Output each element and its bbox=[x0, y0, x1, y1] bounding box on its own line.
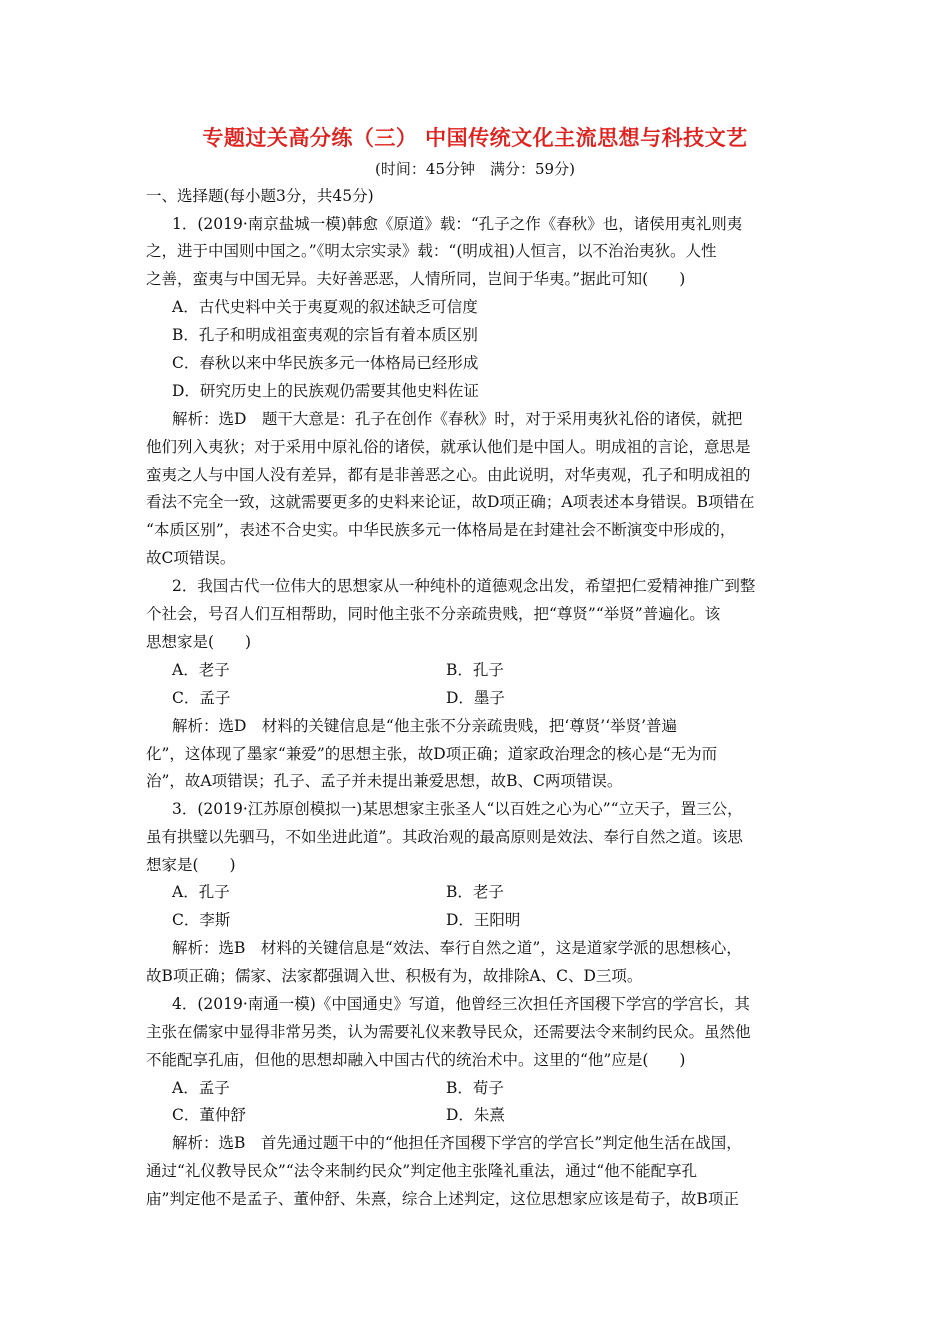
q3-option-c: C．李斯 bbox=[172, 911, 231, 929]
q1-analysis-line: 蛮夷之人与中国人没有差异，都有是非善恶之心。由此说明，对华夷观，孔子和明成祖的 bbox=[146, 466, 751, 484]
time-score-info: (时间：45分钟 满分：59分) bbox=[375, 160, 575, 178]
q3-option-a: A．孔子 bbox=[172, 883, 230, 901]
q2-option-d: D．墨子 bbox=[446, 689, 505, 707]
q1-analysis-line: 看法不完全一致，这就需要更多的史料来论证，故D项正确；A项表述本身错误。B项错在 bbox=[146, 493, 755, 511]
q3-option-d: D．王阳明 bbox=[446, 911, 521, 929]
q2-analysis-line: 治”，故A项错误；孔子、孟子并未提出兼爱思想，故B、C两项错误。 bbox=[146, 772, 623, 790]
q2-analysis-line: 化”，这体现了墨家“兼爱”的思想主张，故D项正确；道家政治理念的核心是“无为而 bbox=[146, 745, 718, 763]
q1-analysis-line: 解析：选D 题干大意是：孔子在创作《春秋》时，对于采用夷狄礼俗的诸侯，就把 bbox=[172, 410, 743, 428]
q3-stem-line: 想家是( ) bbox=[146, 856, 236, 874]
q2-stem-line: 个社会，号召人们互相帮助，同时他主张不分亲疏贵贱，把“尊贤”“举贤”普遍化。该 bbox=[146, 605, 721, 623]
q1-analysis-line: 故C项错误。 bbox=[146, 549, 236, 567]
q4-option-c: C．董仲舒 bbox=[172, 1106, 246, 1124]
q4-stem-line: 4．(2019·南通一模)《中国通史》写道，他曾经三次担任齐国稷下学宫的学宫长，其 bbox=[172, 995, 750, 1013]
q2-stem-line: 思想家是( ) bbox=[146, 633, 252, 651]
q3-stem-line: 3．(2019·江苏原创模拟一)某思想家主张圣人“以百姓之心为心”“立天子，置三公， bbox=[172, 800, 743, 818]
q1-stem-line: 之，进于中国则中国之。”《明太宗实录》载：“(明成祖)人恒言，以不治治夷狄。人性 bbox=[146, 242, 717, 260]
q1-stem-line: 之善，蛮夷与中国无异。夫好善恶恶，人情所同，岂间于华夷。”据此可知( ) bbox=[146, 270, 686, 288]
q1-analysis-line: 他们列入夷狄；对于采用中原礼俗的诸侯，就承认他们是中国人。明成祖的言论，意思是 bbox=[146, 438, 751, 456]
q4-analysis-line: 解析：选B 首先通过题干中的“他担任齐国稷下学宫的学宫长”判定他生活在战国， bbox=[172, 1134, 742, 1152]
q1-analysis-line: “本质区别”，表述不合史实。中华民族多元一体格局是在封建社会不断演变中形成的， bbox=[146, 521, 736, 539]
q4-stem-line: 主张在儒家中显得非常另类，认为需要礼仪来教导民众，还需要法令来制约民众。虽然他 bbox=[146, 1023, 751, 1041]
q1-stem-line: 1．(2019·南京盐城一模)韩愈《原道》载：“孔子之作《春秋》也，诸侯用夷礼则夷 bbox=[172, 215, 743, 233]
q4-analysis-line: 通过“礼仪教导民众”“法令来制约民众”判定他主张隆礼重法，通过“他不能配享孔 bbox=[146, 1162, 698, 1180]
q4-option-b: B．荀子 bbox=[446, 1079, 504, 1097]
q1-option-d: D．研究历史上的民族观仍需要其他史料佐证 bbox=[172, 382, 479, 400]
section-heading: 一、选择题(每小题3分，共45分) bbox=[146, 187, 374, 205]
q4-option-a: A．孟子 bbox=[172, 1079, 230, 1097]
q2-option-c: C．孟子 bbox=[172, 689, 231, 707]
q3-analysis-line: 解析：选B 材料的关键信息是“效法、奉行自然之道”，这是道家学派的思想核心， bbox=[172, 939, 742, 957]
q4-stem-line: 不能配享孔庙，但他的思想却融入中国古代的统治术中。这里的“他”应是( ) bbox=[146, 1051, 686, 1069]
q4-option-d: D．朱熹 bbox=[446, 1106, 505, 1124]
page-title: 专题过关高分练（三） 中国传统文化主流思想与科技文艺 bbox=[202, 126, 748, 150]
q2-stem-line: 2．我国古代一位伟大的思想家从一种纯朴的道德观念出发，希望把仁爱精神推广到整 bbox=[172, 577, 756, 595]
q3-stem-line: 虽有拱璧以先驷马，不如坐进此道”。其政治观的最高原则是效法、奉行自然之道。该思 bbox=[146, 828, 743, 846]
q2-option-b: B．孔子 bbox=[446, 661, 504, 679]
q2-analysis-line: 解析：选D 材料的关键信息是“他主张不分亲疏贵贱，把‘尊贤’‘举贤’普遍 bbox=[172, 717, 678, 735]
q2-option-a: A．老子 bbox=[172, 661, 230, 679]
q1-option-b: B．孔子和明成祖蛮夷观的宗旨有着本质区别 bbox=[172, 326, 478, 344]
q1-option-c: C．春秋以来中华民族多元一体格局已经形成 bbox=[172, 354, 479, 372]
q3-option-b: B．老子 bbox=[446, 883, 504, 901]
q3-analysis-line: 故B项正确；儒家、法家都强调入世、积极有为，故排除A、C、D三项。 bbox=[146, 967, 643, 985]
q1-option-a: A．古代史料中关于夷夏观的叙述缺乏可信度 bbox=[172, 298, 478, 316]
q4-analysis-line: 庙”判定他不是孟子、董仲舒、朱熹，综合上述判定，这位思想家应该是荀子，故B项正 bbox=[146, 1190, 739, 1208]
